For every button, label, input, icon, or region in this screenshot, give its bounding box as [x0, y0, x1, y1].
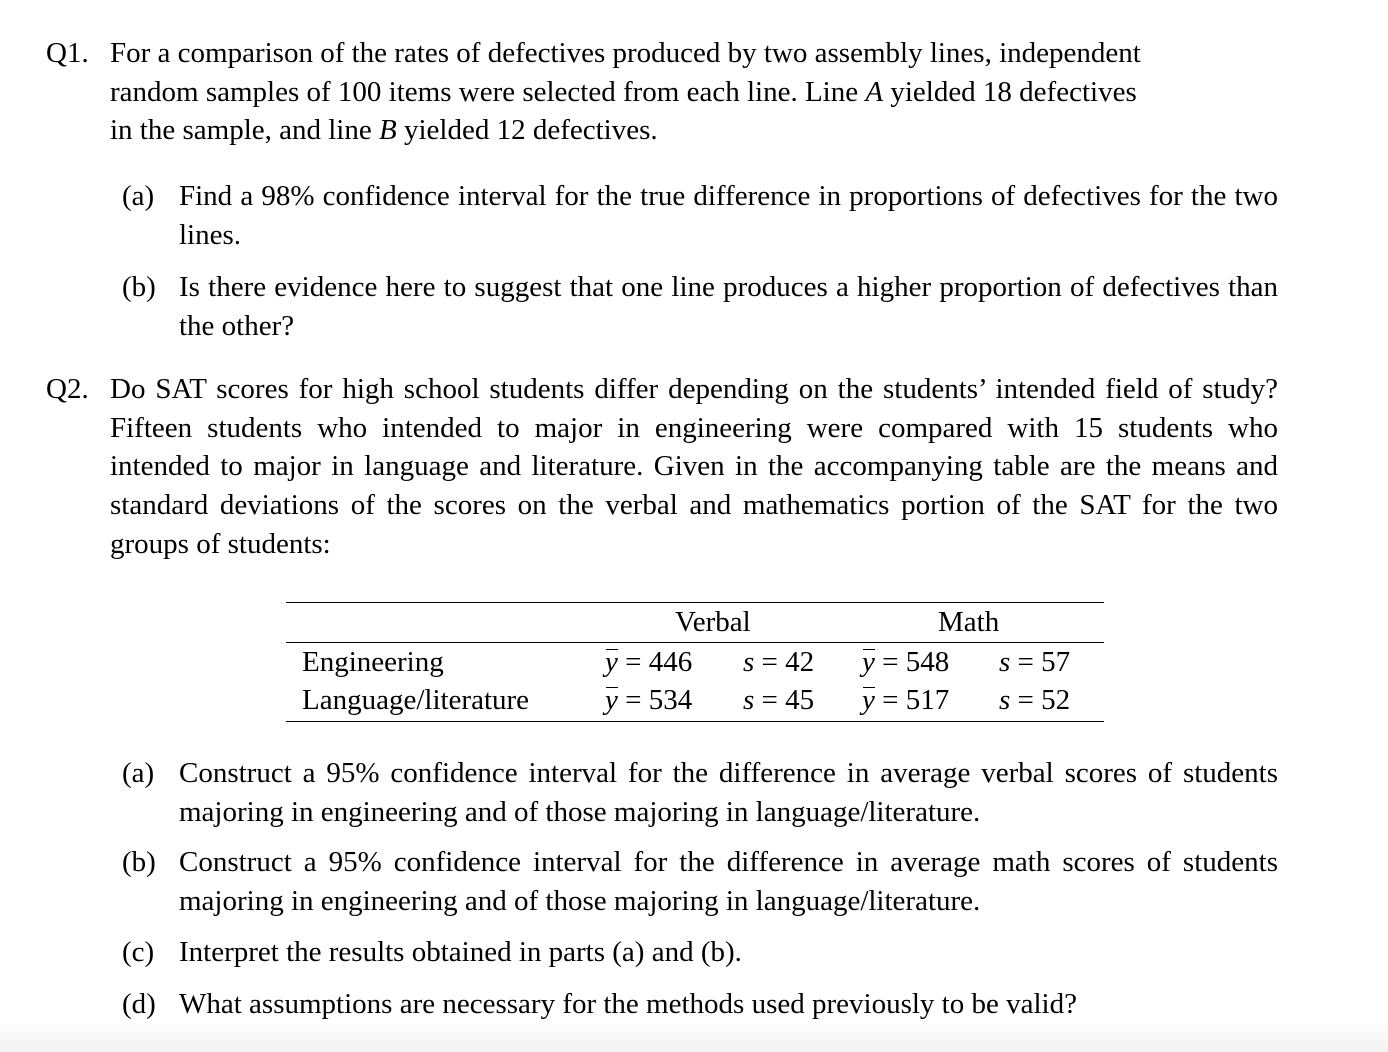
part-text: Find a 98% confidence interval for the true difference in proportions of defectives for the two lines. — [179, 180, 1278, 251]
page-bottom-edge — [0, 1022, 1388, 1052]
part-text: Construct a 95% confidence interval for the difference in average verbal scores of students majoring in engineering and of those majoring in language/literature. — [179, 757, 1278, 828]
question-1-label: Q1. — [46, 37, 89, 69]
part-label: (b) — [122, 846, 156, 878]
math-sd-cell: s = 52 — [999, 684, 1071, 716]
question-1-part-b — [122, 268, 1278, 345]
sat-scores-table — [286, 602, 1104, 722]
math-sd-cell: s = 57 — [999, 646, 1071, 678]
math-mean-cell: y = 548 — [862, 643, 949, 682]
verbal-sd-cell: s = 45 — [743, 684, 815, 716]
question-2-label: Q2. — [46, 373, 89, 405]
question-1-line-2: random samples of 100 items were selected from each line. Line A yielded 18 defectives — [110, 75, 1137, 108]
table-row-group: Engineering — [302, 646, 444, 678]
question-1-text — [110, 34, 1278, 150]
part-label: (c) — [122, 936, 155, 968]
question-2-part-a — [122, 754, 1278, 831]
verbal-mean-cell: y = 534 — [605, 681, 692, 720]
question-2-text: Do SAT scores for high school students differ depending on the students’ intended field of study? Fifteen students who intended to major in engineering were compared with 15 students who intended to major in language and literature. Given in the accompanying table are the means and standard deviations of the scores on the verbal and mathematics portion of the SAT for the two groups of students: — [110, 373, 1278, 560]
question-2-part-d — [122, 985, 1278, 1024]
question-2-part-c — [122, 933, 1278, 972]
verbal-sd-cell: s = 42 — [743, 646, 815, 678]
part-text: Interpret the results obtained in parts (a) and (b). — [179, 936, 742, 968]
table-header-math: Math — [938, 606, 1000, 638]
table-row-group: Language/literature — [302, 684, 530, 716]
part-label: (a) — [122, 180, 155, 212]
question-1-line-1: For a comparison of the rates of defectives produced by two assembly lines, independent — [110, 37, 1141, 69]
part-text: Is there evidence here to suggest that one line produces a higher proportion of defectives than the other? — [179, 271, 1278, 342]
question-2-part-b — [122, 843, 1278, 920]
part-label: (a) — [122, 757, 155, 789]
question-2 — [46, 370, 1278, 564]
math-mean-cell: y = 517 — [862, 681, 949, 720]
question-1-line-3: in the sample, and line B yielded 12 defectives. — [110, 114, 658, 147]
question-1-part-a — [122, 177, 1278, 254]
table-header-verbal: Verbal — [675, 606, 751, 638]
verbal-mean-cell: y = 446 — [605, 643, 692, 682]
part-label: (b) — [122, 271, 156, 303]
question-1 — [46, 34, 1278, 150]
part-label: (d) — [122, 988, 156, 1020]
part-text: What assumptions are necessary for the methods used previously to be valid? — [179, 988, 1077, 1020]
part-text: Construct a 95% confidence interval for the difference in average math scores of students majoring in engineering and of those majoring in language/literature. — [179, 846, 1278, 917]
